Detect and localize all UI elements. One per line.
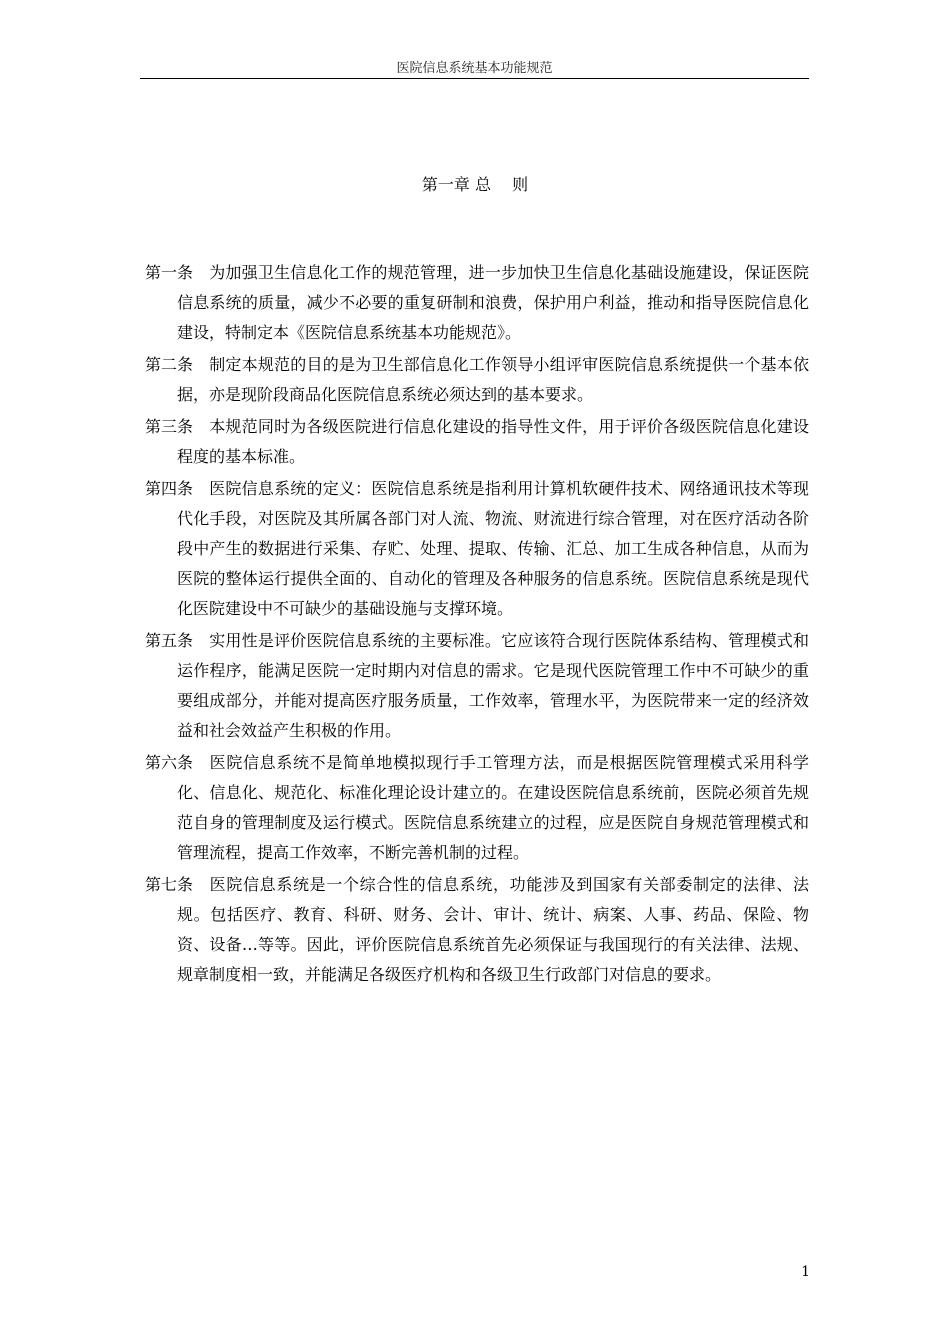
article-text: 制定本规范的目的是为卫生部信息化工作领导小组评审医院信息系统提供一个基本依据，亦是现阶段商品化医院信息系统必须达到的基本要求。 [177,355,809,404]
chapter-title: 第一章 总 则 [421,175,529,194]
page-number: 1 [801,1264,810,1280]
header-title: 医院信息系统基本功能规范 [396,61,553,76]
article-number: 第七条 [145,875,194,894]
article-text: 本规范同时为各级医院进行信息化建设的指导性文件，用于评价各级医院信息化建设程度的基本标准。 [177,417,809,466]
article-number: 第四条 [145,479,194,498]
article-number: 第六条 [145,753,194,772]
page-header [140,60,809,79]
article-number: 第三条 [145,417,194,436]
document-body [145,258,809,992]
article-text: 医院信息系统不是简单地模拟现行手工管理方法，而是根据医院管理模式采用科学化、信息化、规范化、标准化理论设计建立的。在建设医院信息系统前，医院必须首先规范自身的管理制度及运行模式。医院信息系统建立的过程，应是医院自身规范管理模式和管理流程，提高工作效率，不断完善机制的过程。 [177,753,809,862]
article-text: 医院信息系统是一个综合性的信息系统，功能涉及到国家有关部委制定的法律、法规。包括医疗、教育、科研、财务、会计、审计、统计、病案、人事、药品、保险、物资、设备…等等。因此，评价医院信息系统首先必须保证与我国现行的有关法律、法规、规章制度相一致，并能满足各级医疗机构和各级卫生行政部门对信息的要求。 [177,875,809,984]
article-number: 第五条 [145,631,194,650]
article-text: 实用性是评价医院信息系统的主要标准。它应该符合现行医院体系结构、管理模式和运作程序，能满足医院一定时期内对信息的需求。它是现代医院管理工作中不可缺少的重要组成部分，并能对提高医疗服务质量，工作效率，管理水平，为医院带来一定的经济效益和社会效益产生积极的作用。 [177,631,809,740]
article-4 [145,474,809,624]
article-text: 医院信息系统的定义：医院信息系统是指利用计算机软硬件技术、网络通讯技术等现代化手段，对医院及其所属各部门对人流、物流、财流进行综合管理，对在医疗活动各阶段中产生的数据进行采集、存贮、处理、提取、传输、汇总、加工生成各种信息，从而为医院的整体运行提供全面的、自动化的管理及各种服务的信息系统。医院信息系统是现代化医院建设中不可缺少的基础设施与支撑环境。 [177,479,809,618]
article-1 [145,258,809,348]
article-text: 为加强卫生信息化工作的规范管理，进一步加快卫生信息化基础设施建设，保证医院信息系统的质量，减少不必要的重复研制和浪费，保护用户利益，推动和指导医院信息化建设，特制定本《医院信息系统基本功能规范》。 [177,263,809,342]
article-6 [145,748,809,868]
article-2 [145,350,809,410]
article-number: 第一条 [145,263,194,282]
article-7 [145,870,809,990]
article-5 [145,626,809,746]
article-number: 第二条 [145,355,194,374]
article-3 [145,412,809,472]
